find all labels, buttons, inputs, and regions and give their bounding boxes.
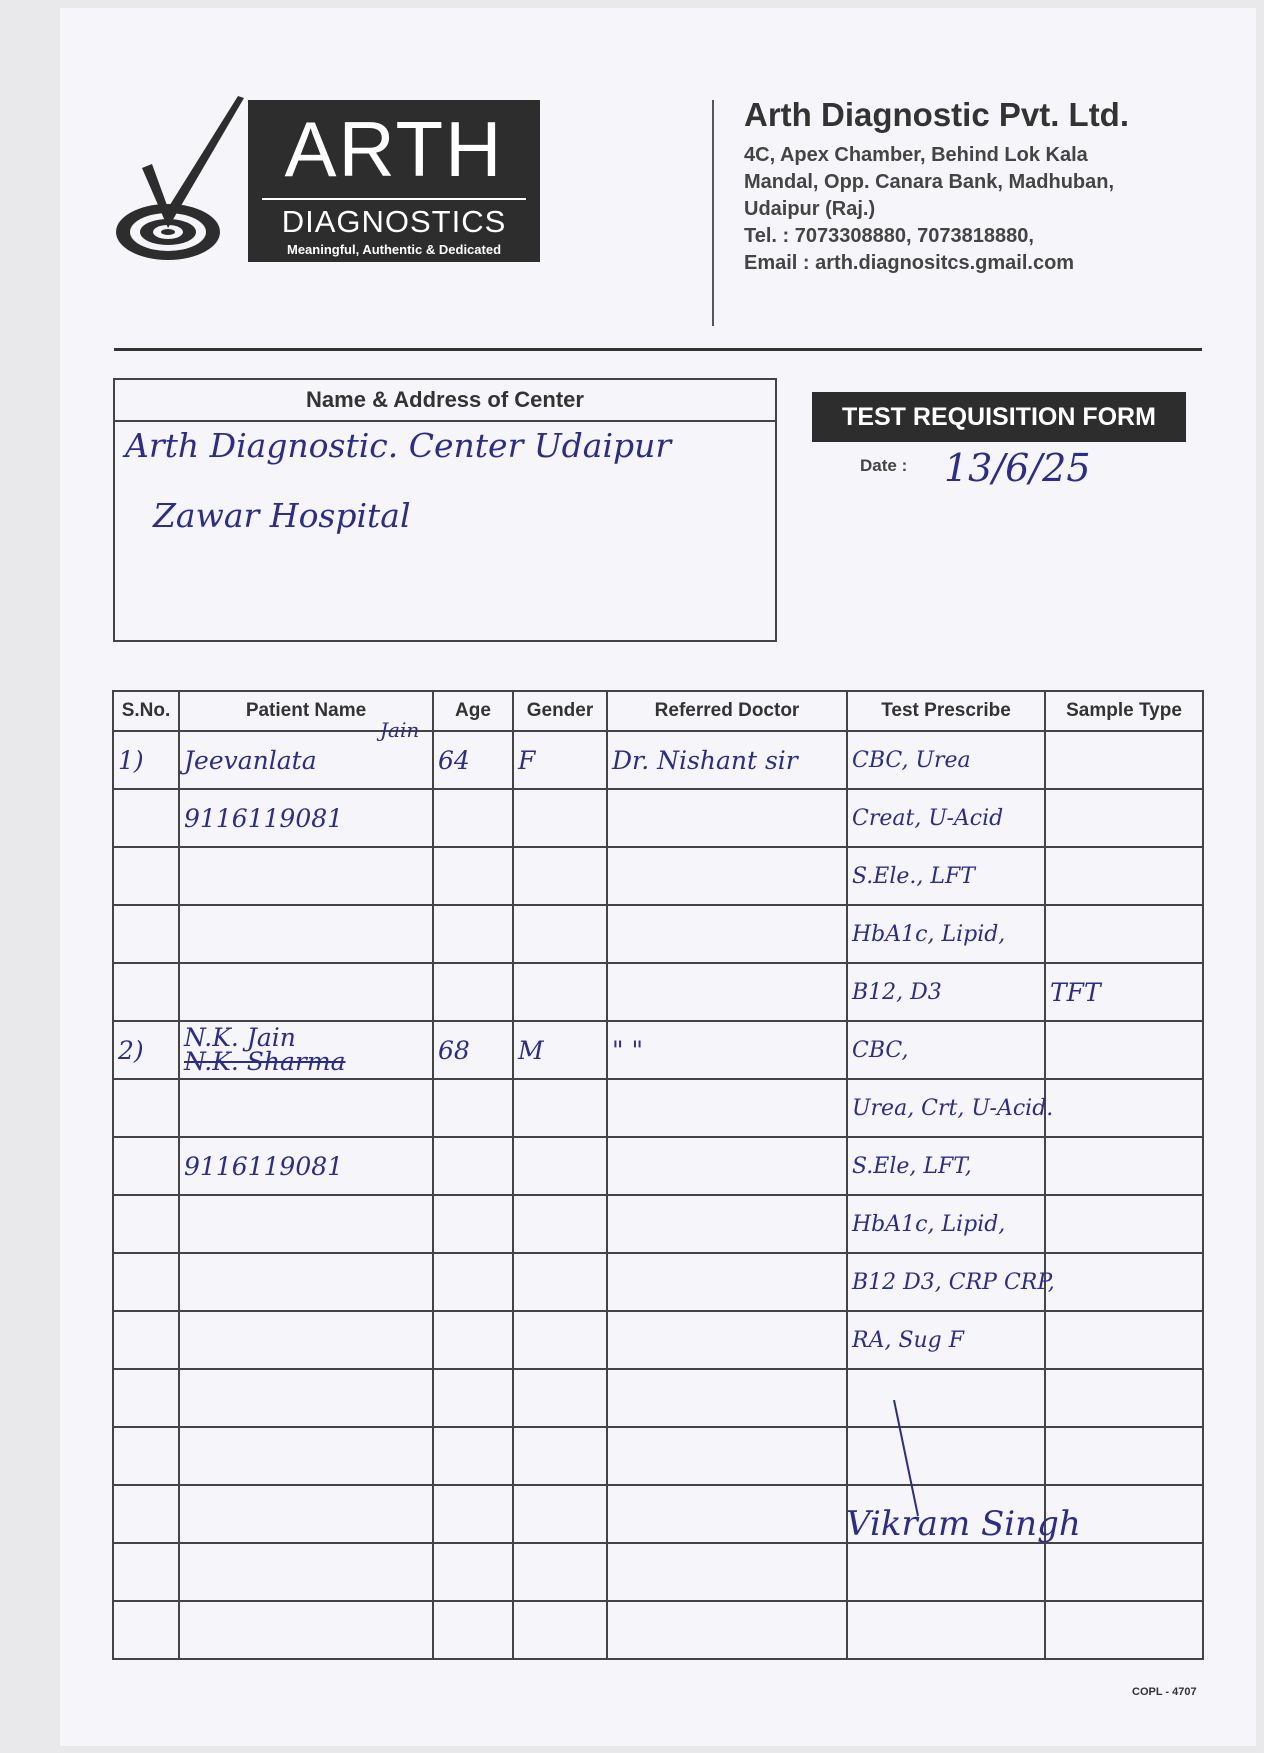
cell-referred-doctor: [607, 1369, 847, 1427]
cell-patient-name: [179, 1427, 433, 1485]
cell-age: [433, 1427, 513, 1485]
table-row: [113, 963, 1203, 1021]
cell-patient-name: [179, 1195, 433, 1253]
cell-patient-name: [179, 1485, 433, 1543]
cell-gender: [513, 1079, 607, 1137]
cell-sample-type: [1045, 1427, 1203, 1485]
cell-gender: [513, 1543, 607, 1601]
cell-referred-doctor: [607, 847, 847, 905]
annotation-jain: Jain: [380, 718, 420, 742]
table-row: [113, 1021, 1203, 1079]
company-phone: Tel. : 7073308880, 7073818880,: [744, 225, 1034, 247]
table-row: [113, 1195, 1203, 1253]
cell-gender: [513, 1369, 607, 1427]
cell-test-prescribe: RA, Sug F: [847, 1311, 1045, 1369]
table-row: [113, 789, 1203, 847]
cell-age: [433, 905, 513, 963]
cell-age: [433, 1543, 513, 1601]
cell-referred-doctor: [607, 1601, 847, 1659]
cell-sno: [113, 847, 179, 905]
form-title: TEST REQUISITION FORM: [812, 392, 1186, 442]
cell-referred-doctor: [607, 1485, 847, 1543]
cell-referred-doctor: [607, 789, 847, 847]
cell-gender: [513, 789, 607, 847]
cell-referred-doctor: [607, 1079, 847, 1137]
company-address-line: Mandal, Opp. Canara Bank, Madhuban,: [744, 171, 1115, 193]
cell-test-prescribe: B12 D3, CRP CRP,: [847, 1253, 1045, 1311]
col-header-test-prescribe: Test Prescribe: [847, 691, 1045, 731]
cell-sample-type: [1045, 1137, 1203, 1195]
cell-referred-doctor: [607, 1137, 847, 1195]
logo-tagline: Meaningful, Authentic & Dedicated: [286, 242, 502, 257]
center-address-handwritten: Zawar Hospital: [153, 496, 411, 535]
cell-sno: [113, 789, 179, 847]
col-header-patient-name: Patient Name: [179, 691, 433, 731]
cell-sno: [113, 1253, 179, 1311]
cell-gender: M: [513, 1021, 607, 1079]
cell-age: [433, 1485, 513, 1543]
cell-patient-name: [179, 718, 433, 789]
cell-age: [433, 1137, 513, 1195]
cell-sample-type: [1045, 1021, 1203, 1079]
table-row: [113, 1137, 1203, 1195]
table-header-row: [113, 691, 1203, 731]
cell-gender: [513, 847, 607, 905]
cell-age: [433, 1311, 513, 1369]
logo-divider: [262, 198, 526, 200]
cell-sno: [113, 1369, 179, 1427]
cell-gender: [513, 1427, 607, 1485]
cell-age: [433, 1601, 513, 1659]
cell-referred-doctor: " ": [607, 1021, 847, 1079]
date-label: Date :: [860, 456, 908, 475]
table-row: [113, 1311, 1203, 1369]
form-code: COPL - 4707: [1132, 1686, 1197, 1698]
cell-test-prescribe: CBC,: [847, 1021, 1045, 1079]
cell-patient-name: [179, 847, 433, 905]
logo-arth-text: ARTH: [284, 105, 504, 193]
patient-name-text: Jeevanlata: [184, 745, 317, 775]
cell-age: [433, 1253, 513, 1311]
cell-gender: [513, 963, 607, 1021]
table-row: [113, 1369, 1203, 1427]
center-heading: Name & Address of Center: [115, 380, 775, 422]
cell-gender: [513, 1485, 607, 1543]
logo-diagnostics-text: DIAGNOSTICS: [281, 204, 507, 239]
cell-gender: [513, 1311, 607, 1369]
cell-sample-type: [1045, 1543, 1203, 1601]
cell-test-prescribe: Creat, U-Acid: [847, 789, 1045, 847]
cell-gender: [513, 905, 607, 963]
company-name: Arth Diagnostic Pvt. Ltd.: [744, 96, 1130, 133]
center-name-handwritten: Arth Diagnostic. Center Udaipur: [125, 426, 672, 465]
cell-sno: [113, 1137, 179, 1195]
cell-age: [433, 847, 513, 905]
cell-test-prescribe: HbA1c, Lipid,: [847, 1195, 1045, 1253]
cell-age: 64: [433, 731, 513, 789]
logo-wordmark: [248, 100, 540, 262]
cell-patient-name: [179, 905, 433, 963]
cell-gender: [513, 1253, 607, 1311]
cell-sno: [113, 1427, 179, 1485]
cell-sno: [113, 1601, 179, 1659]
cell-test-prescribe: [847, 1369, 1045, 1427]
cell-test-prescribe: CBC, Urea: [847, 731, 1045, 789]
cell-test-prescribe: Urea, Crt, U-Acid.: [847, 1079, 1045, 1137]
cell-gender: [513, 1601, 607, 1659]
cell-sample-type: [1045, 847, 1203, 905]
company-address-line: Udaipur (Raj.): [744, 198, 876, 220]
col-header-age: Age: [433, 691, 513, 731]
cell-referred-doctor: [607, 963, 847, 1021]
cell-test-prescribe: HbA1c, Lipid,: [847, 905, 1045, 963]
date-value: 13/6/25: [944, 446, 1091, 490]
cell-sno: [113, 1195, 179, 1253]
cell-referred-doctor: [607, 1253, 847, 1311]
logo-target-check-icon: [112, 96, 252, 266]
cell-patient-name: [179, 1369, 433, 1427]
table-row: [113, 1253, 1203, 1311]
cell-age: [433, 1079, 513, 1137]
cell-sample-type: [1045, 1079, 1203, 1137]
cell-sno: [113, 1311, 179, 1369]
cell-referred-doctor: Dr. Nishant sir: [607, 731, 847, 789]
table-row: [113, 847, 1203, 905]
cell-referred-doctor: [607, 1195, 847, 1253]
col-header-referred-doctor: Referred Doctor: [607, 691, 847, 731]
cell-sno: [113, 1079, 179, 1137]
cell-sample-type: [1045, 731, 1203, 789]
cell-sample-type: [1045, 1311, 1203, 1369]
header-rule: [114, 348, 1202, 351]
signature-arrow-line: [892, 1400, 922, 1518]
col-header-sample-type: Sample Type: [1045, 691, 1203, 731]
cell-sample-type: [1045, 1601, 1203, 1659]
cell-sample-type: [1045, 789, 1203, 847]
cell-gender: F: [513, 731, 607, 789]
cell-sample-type: [1045, 1369, 1203, 1427]
table-row: [113, 905, 1203, 963]
header-divider: [712, 100, 714, 326]
cell-sno: [113, 905, 179, 963]
cell-referred-doctor: [607, 905, 847, 963]
cell-sample-type: TFT: [1045, 963, 1203, 1021]
cell-patient-name: [179, 1311, 433, 1369]
center-address-box: [113, 378, 777, 642]
table-row: [113, 1543, 1203, 1601]
cell-age: [433, 1369, 513, 1427]
cell-test-prescribe: [847, 1543, 1045, 1601]
cell-test-prescribe: S.Ele, LFT,: [847, 1137, 1045, 1195]
table-row: [113, 1601, 1203, 1659]
company-email: Email : arth.diagnositcs.gmail.com: [744, 252, 1075, 274]
cell-patient-name: [179, 963, 433, 1021]
table-row: [113, 1427, 1203, 1485]
cell-referred-doctor: [607, 1311, 847, 1369]
cell-referred-doctor: [607, 1543, 847, 1601]
cell-sno: [113, 963, 179, 1021]
cell-age: [433, 789, 513, 847]
cell-patient-name: [179, 1021, 433, 1079]
signature: Vikram Singh: [846, 1504, 1081, 1544]
cell-sample-type: [1045, 905, 1203, 963]
patient-name-corrected: N.K. Jain: [184, 1023, 296, 1052]
cell-sno: [113, 1485, 179, 1543]
cell-age: [433, 963, 513, 1021]
cell-referred-doctor: [607, 1427, 847, 1485]
cell-gender: [513, 1195, 607, 1253]
col-header-gender: Gender: [513, 691, 607, 731]
cell-patient-name: 9116119081: [179, 1137, 433, 1195]
cell-sno: 2): [113, 1021, 179, 1079]
cell-sample-type: [1045, 1253, 1203, 1311]
cell-sample-type: [1045, 1195, 1203, 1253]
cell-age: [433, 1195, 513, 1253]
cell-patient-name: 9116119081: [179, 789, 433, 847]
cell-sno: 1): [113, 731, 179, 789]
cell-age: 68: [433, 1021, 513, 1079]
cell-sno: [113, 1543, 179, 1601]
cell-test-prescribe: [847, 1601, 1045, 1659]
cell-gender: [513, 1137, 607, 1195]
col-header-sno: S.No.: [113, 691, 179, 731]
cell-test-prescribe: B12, D3: [847, 963, 1045, 1021]
patient-name-struck: N.K. Sharma: [184, 1047, 346, 1076]
cell-patient-name: [179, 1601, 433, 1659]
cell-test-prescribe: S.Ele., LFT: [847, 847, 1045, 905]
table-row: [113, 731, 1203, 789]
cell-patient-name: [179, 1253, 433, 1311]
cell-patient-name: [179, 1543, 433, 1601]
company-address-line: 4C, Apex Chamber, Behind Lok Kala: [744, 144, 1088, 166]
cell-patient-name: [179, 1079, 433, 1137]
table-row: [113, 1079, 1203, 1137]
cell-test-prescribe: [847, 1427, 1045, 1485]
